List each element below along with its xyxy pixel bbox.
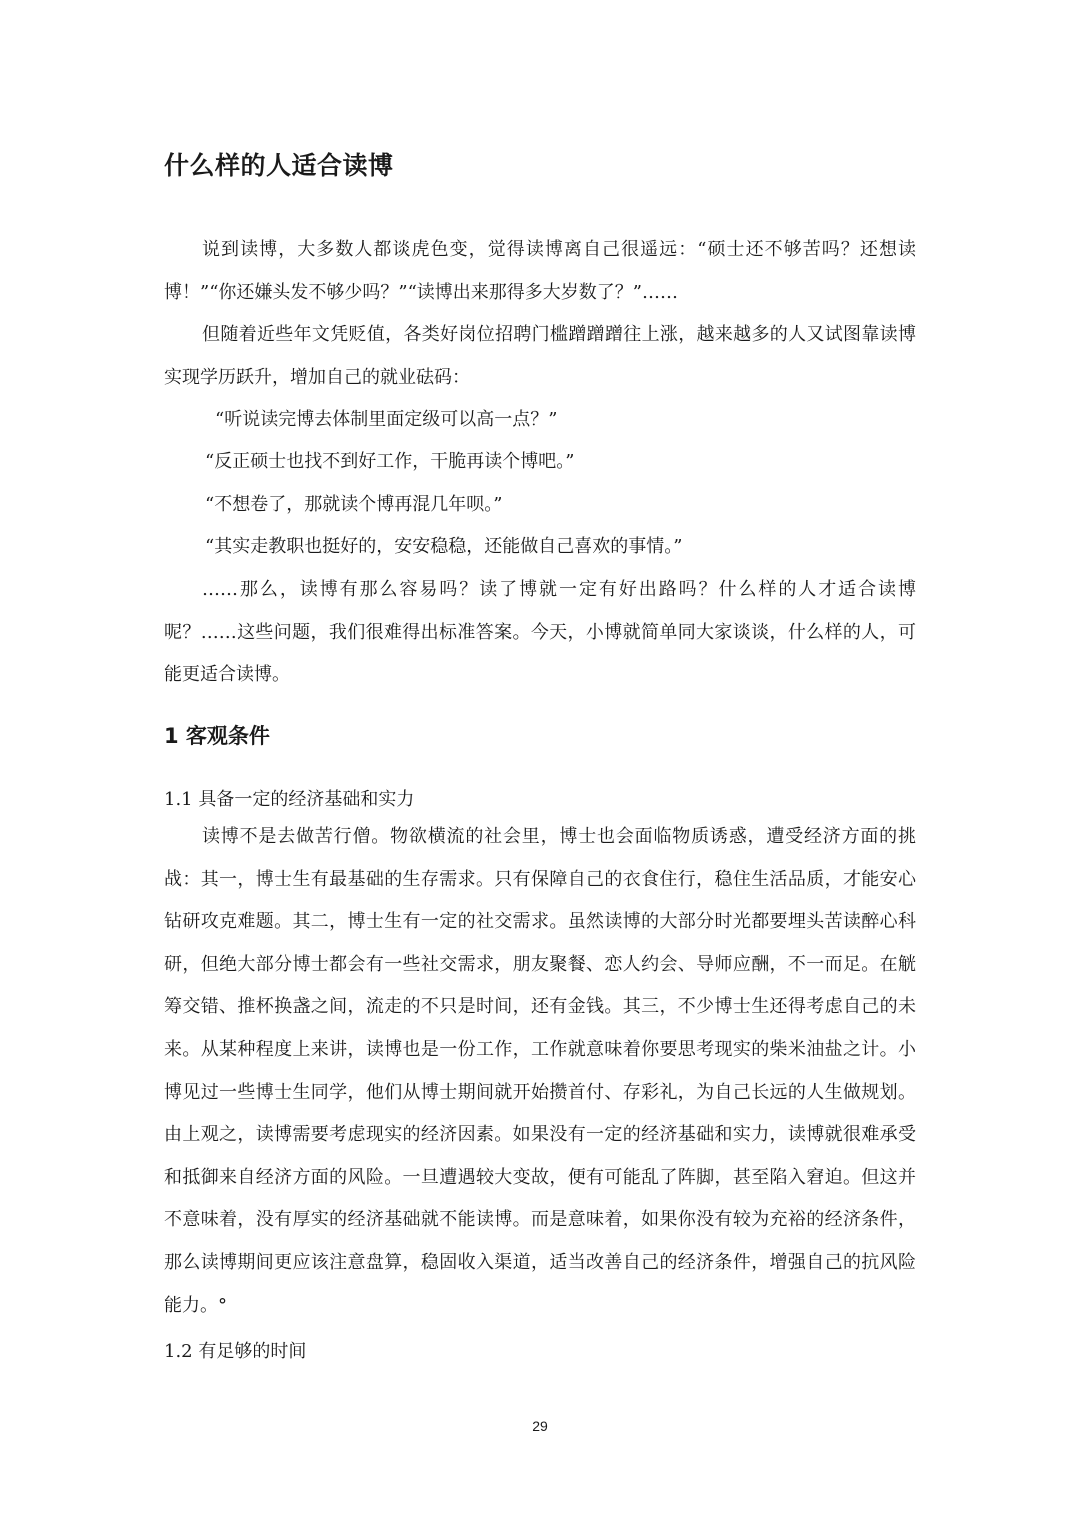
page-number: 29 [532, 1418, 548, 1434]
quote-3: “不想卷了，那就读个博再混几年呗。” [205, 494, 503, 515]
page-title: 什么样的人适合读博 [164, 151, 394, 180]
subsection-heading-1-1: 1.1 具备一定的经济基础和实力 [164, 789, 415, 810]
intro-paragraph-2: 但随着近些年文凭贬值，各类好岗位招聘门槛蹭蹭蹭往上涨，越来越多的人又试图靠读博实现学历跃升，增加自己的就业砝码： [164, 324, 916, 388]
intro-paragraph-1: 说到读博，大多数人都谈虎色变，觉得读博离自己很遥远：“硕士还不够苦吗？还想读博！”“你还嫌头发不够少吗？”“读博出来那得多大岁数了？”…… [164, 239, 916, 303]
intro-paragraph-3: ……那么，读博有那么容易吗？读了博就一定有好出路吗？什么样的人才适合读博呢？……这些问题，我们很难得出标准答案。今天，小博就简单同大家谈谈，什么样的人，可能更适合读博。 [164, 579, 916, 686]
subsection-heading-1-2: 1.2 有足够的时间 [164, 1341, 307, 1362]
quote-1: “听说读完博去体制里面定级可以高一点？” [215, 409, 558, 430]
quote-2: “反正硕士也找不到好工作，干脆再读个博吧。” [205, 451, 575, 472]
quote-4: “其实走教职也挺好的，安安稳稳，还能做自己喜欢的事情。” [205, 536, 683, 557]
section-heading-1: 1 客观条件 [164, 724, 270, 748]
section-1-1-paragraph: 读博不是去做苦行僧。物欲横流的社会里，博士也会面临物质诱惑，遭受经济方面的挑战：其一，博士生有最基础的生存需求。只有保障自己的衣食住行，稳住生活品质，才能安心钻研攻克难题。其二，博士生有一定的社交需求。虽然读博的大部分时光都要埋头苦读醉心科研，但绝大部分博士都会有一些社交需求，朋友聚餐、恋人约会、导师应酬，不一而足。在觥筹交错、推杯换盏之间，流走的不只是时间，还有金钱。其三，不少博士生还得考虑自己的未来。从某种程度上来讲，读博也是一份工作，工作就意味着你要思考现实的柴米油盐之计。小博见过一些博士生同学，他们从博士期间就开始攒首付、存彩礼，为自己长远的人生做规划。由上观之，读博需要考虑现实的经济因素。如果没有一定的经济基础和实力，读博就很难承受和抵御来自经济方面的风险。一旦遭遇较大变故，便有可能乱了阵脚，甚至陷入窘迫。但这并不意味着，没有厚实的经济基础就不能读博。而是意味着，如果你没有较为充裕的经济条件，那么读博期间更应该注意盘算，稳固收入渠道，适当改善自己的经济条件，增强自己的抗风险能力。° [164, 826, 916, 1316]
